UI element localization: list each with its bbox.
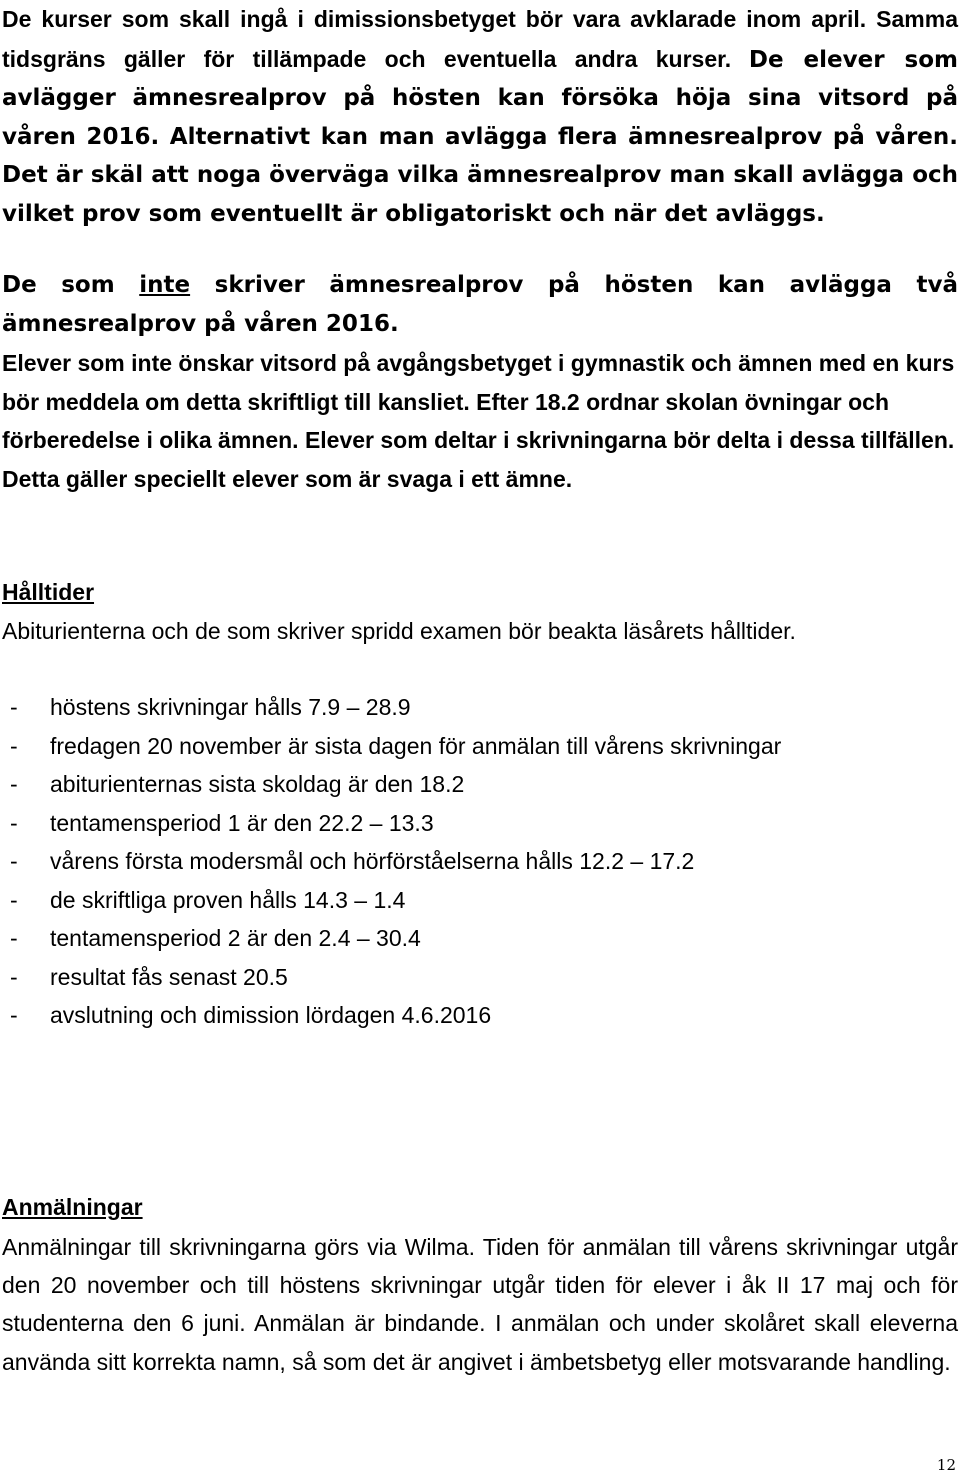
- text-exercises: Efter 18.2 ordnar skolan övningar och förberedelse i olika ämnen. Elever som deltar i skrivningarna bör delta i dessa tillfällen. Detta gäller speciellt elever som är svaga i ett ämne.: [2, 388, 955, 492]
- text-consider-exams: Det är skäl att noga överväga vilka ämnesrealprov man skall avlägga och vilket prov som eventuellt är obligatoriskt och när det avläggs.: [2, 162, 958, 227]
- list-item: - de skriftliga proven hålls 14.3 – 1.4: [10, 886, 406, 913]
- list-item: - tentamensperiod 1 är den 22.2 – 13.3: [10, 809, 434, 836]
- text-after: skriver ämnesrealprov på hösten kan avlägga två ämnesrealprov på våren 2016.: [2, 272, 958, 337]
- text-gymnastics: Elever som inte önskar vitsord på avgångsbetyget i gymnastik och ämnen med en kurs bör meddela om detta skriftligt till kansliet.: [2, 350, 955, 415]
- paragraph-gymnastics: [2, 344, 958, 498]
- paragraph-two-exams: [2, 266, 958, 343]
- paragraph-anmalningar: Anmälningar till skrivningarna görs via Wilma. Tiden för anmälan till vårens skrivningar utgår den 20 november och till höstens skrivningar utgår tiden för elever i åk II 17 maj och för studenterna den 6 juni. Anmälan är bindande. I anmälan och under skolåret skall eleverna använda sitt korrekta namn, så som det är angivet i ämbetsbetyg eller motsvarande handling.: [2, 1234, 958, 1375]
- list-item: - vårens första modersmål och hörförståelserna hålls 12.2 – 17.2: [10, 848, 695, 874]
- paragraph-courses: [2, 0, 958, 233]
- page-number: 12: [936, 1456, 956, 1474]
- list-item: - resultat fås senast 20.5: [10, 963, 288, 990]
- list-item: - höstens skrivningar hålls 7.9 – 28.9: [10, 694, 411, 720]
- text-course-deadline: De kurser som skall ingå i dimissionsbetyget bör vara avklarade inom april. Samma tidsgräns gäller för tillämpade och eventuella andra kurser.: [2, 6, 958, 72]
- text-autumn-exams: De elever som avlägger ämnesrealprov på hösten kan försöka höja sina vitsord på våren 2016. Alternativt kan man avlägga flera ämnesrealprov på våren.: [2, 46, 958, 150]
- list-item: - abiturienternas sista skoldag är den 18.2: [10, 771, 465, 797]
- heading-halltider: Hålltider: [2, 579, 95, 605]
- list-item: - avslutning och dimission lördagen 4.6.2016: [10, 1002, 492, 1028]
- heading-anmalningar: Anmälningar: [2, 1194, 143, 1220]
- paragraph-halltider-intro: Abiturienterna och de som skriver spridd examen bör beakta läsårets hålltider.: [2, 618, 796, 644]
- text-underlined: inte: [139, 272, 191, 298]
- list-item: - fredagen 20 november är sista dagen för anmälan till vårens skrivningar: [10, 732, 782, 759]
- list-item: - tentamensperiod 2 är den 2.4 – 30.4: [10, 925, 421, 951]
- text-before: De som: [2, 272, 115, 298]
- halltider-list: [2, 688, 958, 1035]
